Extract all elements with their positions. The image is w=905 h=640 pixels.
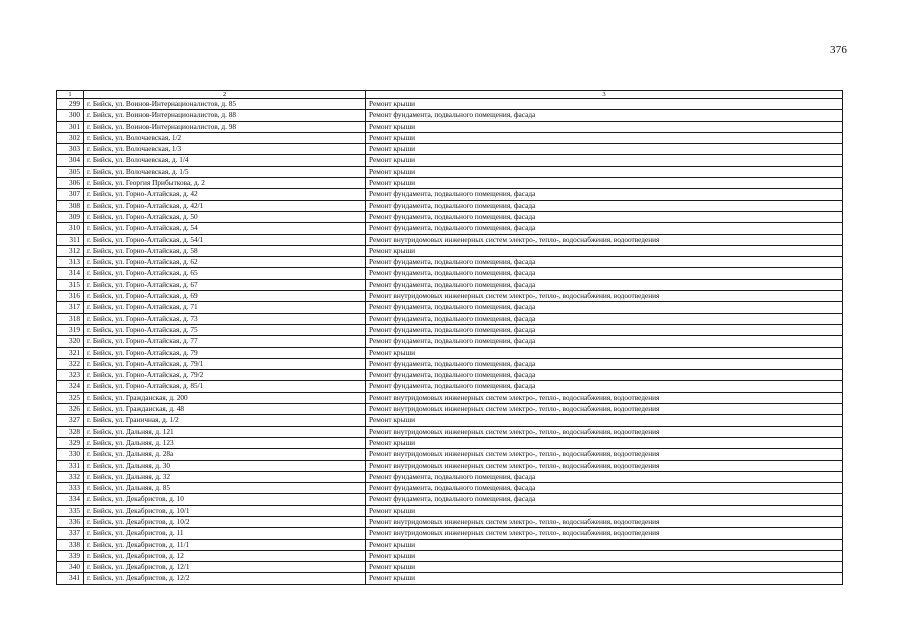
work-type-cell: Ремонт фундамента, подвального помещения, фасада	[366, 257, 843, 268]
table-row	[57, 189, 843, 200]
work-type-cell: Ремонт внутридомовых инженерных систем электро-, тепло-, водоснабжения, водоотведения	[366, 426, 843, 437]
address-cell: г. Бийск, ул. Горно-Алтайская, д. 73	[84, 313, 366, 324]
address-cell: г. Бийск, ул. Граничная, д. 1/2	[84, 415, 366, 426]
table-row	[57, 257, 843, 268]
row-number-cell: 341	[57, 573, 84, 584]
row-number-cell: 318	[57, 313, 84, 324]
work-type-cell: Ремонт крыши	[366, 550, 843, 561]
row-number-cell: 338	[57, 539, 84, 550]
row-number-cell: 317	[57, 302, 84, 313]
header-row	[57, 91, 843, 99]
work-type-cell: Ремонт крыши	[366, 121, 843, 132]
repair-program-table	[56, 90, 843, 585]
row-number-cell: 334	[57, 494, 84, 505]
address-cell: г. Бийск, ул. Горно-Алтайская, д. 79/1	[84, 358, 366, 369]
table-row	[57, 132, 843, 143]
work-type-cell: Ремонт фундамента, подвального помещения, фасада	[366, 223, 843, 234]
address-cell: г. Бийск, ул. Горно-Алтайская, д. 62	[84, 257, 366, 268]
row-number-cell: 310	[57, 223, 84, 234]
table-row	[57, 573, 843, 584]
address-cell: г. Бийск, ул. Дальняя, д. 28а	[84, 449, 366, 460]
table-row	[57, 392, 843, 403]
table-row	[57, 528, 843, 539]
table-row	[57, 144, 843, 155]
row-number-cell: 335	[57, 505, 84, 516]
address-cell: г. Бийск, ул. Дальняя, д. 121	[84, 426, 366, 437]
address-cell: г. Бийск, ул. Горно-Алтайская, д. 71	[84, 302, 366, 313]
row-number-cell: 331	[57, 460, 84, 471]
row-number-cell: 313	[57, 257, 84, 268]
row-number-cell: 327	[57, 415, 84, 426]
work-type-cell: Ремонт крыши	[366, 437, 843, 448]
work-type-cell: Ремонт фундамента, подвального помещения, фасада	[366, 381, 843, 392]
page-number: 376	[830, 44, 848, 56]
table-row	[57, 505, 843, 516]
column-header-number: 1	[57, 91, 84, 99]
table-row	[57, 358, 843, 369]
table-row	[57, 155, 843, 166]
address-cell: г. Бийск, ул. Волочаевская, 1/3	[84, 144, 366, 155]
address-cell: г. Бийск, ул. Горно-Алтайская, д. 69	[84, 291, 366, 302]
work-type-cell: Ремонт фундамента, подвального помещения, фасада	[366, 211, 843, 222]
table-row	[57, 302, 843, 313]
table-row	[57, 99, 843, 110]
table-row	[57, 550, 843, 561]
work-type-cell: Ремонт крыши	[366, 573, 843, 584]
work-type-cell: Ремонт фундамента, подвального помещения, фасада	[366, 279, 843, 290]
row-number-cell: 325	[57, 392, 84, 403]
row-number-cell: 303	[57, 144, 84, 155]
table-row	[57, 562, 843, 573]
column-header-work-type: 3	[366, 91, 843, 99]
address-cell: г. Бийск, ул. Горно-Алтайская, д. 42	[84, 189, 366, 200]
work-type-cell: Ремонт фундамента, подвального помещения, фасада	[366, 336, 843, 347]
table-row	[57, 313, 843, 324]
table-row	[57, 471, 843, 482]
table-row	[57, 200, 843, 211]
row-number-cell: 307	[57, 189, 84, 200]
address-cell: г. Бийск, ул. Декабристов, д. 12/2	[84, 573, 366, 584]
work-type-cell: Ремонт внутридомовых инженерных систем электро-, тепло-, водоснабжения, водоотведения	[366, 449, 843, 460]
row-number-cell: 323	[57, 370, 84, 381]
table-row	[57, 234, 843, 245]
table-row	[57, 370, 843, 381]
table-row	[57, 426, 843, 437]
work-type-cell: Ремонт внутридомовых инженерных систем электро-, тепло-, водоснабжения, водоотведения	[366, 404, 843, 415]
table-row	[57, 437, 843, 448]
work-type-cell: Ремонт крыши	[366, 178, 843, 189]
work-type-cell: Ремонт фундамента, подвального помещения, фасада	[366, 302, 843, 313]
work-type-cell: Ремонт фундамента, подвального помещения, фасада	[366, 313, 843, 324]
row-number-cell: 320	[57, 336, 84, 347]
row-number-cell: 314	[57, 268, 84, 279]
row-number-cell: 321	[57, 347, 84, 358]
row-number-cell: 322	[57, 358, 84, 369]
work-type-cell: Ремонт крыши	[366, 415, 843, 426]
address-cell: г. Бийск, ул. Декабристов, д. 12	[84, 550, 366, 561]
row-number-cell: 308	[57, 200, 84, 211]
row-number-cell: 316	[57, 291, 84, 302]
address-cell: г. Бийск, ул. Дальняя, д. 30	[84, 460, 366, 471]
table-row	[57, 110, 843, 121]
row-number-cell: 300	[57, 110, 84, 121]
row-number-cell: 324	[57, 381, 84, 392]
table-row	[57, 336, 843, 347]
table-row	[57, 324, 843, 335]
address-cell: г. Бийск, ул. Декабристов, д. 10	[84, 494, 366, 505]
row-number-cell: 330	[57, 449, 84, 460]
address-cell: г. Бийск, ул. Дальняя, д. 85	[84, 483, 366, 494]
work-type-cell: Ремонт крыши	[366, 99, 843, 110]
work-type-cell: Ремонт фундамента, подвального помещения, фасада	[366, 189, 843, 200]
row-number-cell: 328	[57, 426, 84, 437]
work-type-cell: Ремонт внутридомовых инженерных систем электро-, тепло-, водоснабжения, водоотведения	[366, 460, 843, 471]
table-header	[57, 91, 843, 99]
table-row	[57, 211, 843, 222]
work-type-cell: Ремонт внутридомовых инженерных систем электро-, тепло-, водоснабжения, водоотведения	[366, 291, 843, 302]
address-cell: г. Бийск, ул. Горно-Алтайская, д. 54/1	[84, 234, 366, 245]
work-type-cell: Ремонт фундамента, подвального помещения, фасада	[366, 110, 843, 121]
row-number-cell: 309	[57, 211, 84, 222]
address-cell: г. Бийск, ул. Воинов-Интернационалистов, д. 98	[84, 121, 366, 132]
work-type-cell: Ремонт внутридомовых инженерных систем электро-, тепло-, водоснабжения, водоотведения	[366, 528, 843, 539]
work-type-cell: Ремонт фундамента, подвального помещения, фасада	[366, 324, 843, 335]
address-cell: г. Бийск, ул. Горно-Алтайская, д. 79/2	[84, 370, 366, 381]
row-number-cell: 319	[57, 324, 84, 335]
work-type-cell: Ремонт крыши	[366, 539, 843, 550]
table-row	[57, 279, 843, 290]
address-cell: г. Бийск, ул. Дальняя, д. 32	[84, 471, 366, 482]
address-cell: г. Бийск, ул. Горно-Алтайская, д. 54	[84, 223, 366, 234]
work-type-cell: Ремонт фундамента, подвального помещения, фасада	[366, 200, 843, 211]
table-row	[57, 483, 843, 494]
row-number-cell: 312	[57, 245, 84, 256]
work-type-cell: Ремонт фундамента, подвального помещения, фасада	[366, 370, 843, 381]
address-cell: г. Бийск, ул. Волочаевская, 1/2	[84, 132, 366, 143]
address-cell: г. Бийск, ул. Горно-Алтайская, д. 42/1	[84, 200, 366, 211]
table-row	[57, 449, 843, 460]
work-type-cell: Ремонт крыши	[366, 166, 843, 177]
address-cell: г. Бийск, ул. Гражданская, д. 48	[84, 404, 366, 415]
work-type-cell: Ремонт фундамента, подвального помещения, фасада	[366, 358, 843, 369]
address-cell: г. Бийск, ул. Горно-Алтайская, д. 77	[84, 336, 366, 347]
table-row	[57, 223, 843, 234]
row-number-cell: 326	[57, 404, 84, 415]
table-row	[57, 539, 843, 550]
address-cell: г. Бийск, ул. Волочаевская, д. 1/4	[84, 155, 366, 166]
table-row	[57, 291, 843, 302]
work-type-cell: Ремонт крыши	[366, 132, 843, 143]
table-row	[57, 178, 843, 189]
table-row	[57, 415, 843, 426]
work-type-cell: Ремонт крыши	[366, 347, 843, 358]
table-row	[57, 381, 843, 392]
table-row	[57, 347, 843, 358]
address-cell: г. Бийск, ул. Горно-Алтайская, д. 75	[84, 324, 366, 335]
row-number-cell: 315	[57, 279, 84, 290]
address-cell: г. Бийск, ул. Декабристов, д. 12/1	[84, 562, 366, 573]
address-cell: г. Бийск, ул. Гражданская, д. 200	[84, 392, 366, 403]
address-cell: г. Бийск, ул. Декабристов, д. 10/1	[84, 505, 366, 516]
row-number-cell: 304	[57, 155, 84, 166]
work-type-cell: Ремонт крыши	[366, 144, 843, 155]
work-type-cell: Ремонт внутридомовых инженерных систем электро-, тепло-, водоснабжения, водоотведения	[366, 234, 843, 245]
work-type-cell: Ремонт крыши	[366, 245, 843, 256]
table-row	[57, 404, 843, 415]
table-row	[57, 166, 843, 177]
address-cell: г. Бийск, ул. Горно-Алтайская, д. 50	[84, 211, 366, 222]
work-type-cell: Ремонт внутридомовых инженерных систем электро-, тепло-, водоснабжения, водоотведения	[366, 516, 843, 527]
address-cell: г. Бийск, ул. Горно-Алтайская, д. 67	[84, 279, 366, 290]
work-type-cell: Ремонт фундамента, подвального помещения, фасада	[366, 494, 843, 505]
work-type-cell: Ремонт внутридомовых инженерных систем электро-, тепло-, водоснабжения, водоотведения	[366, 392, 843, 403]
work-type-cell: Ремонт крыши	[366, 562, 843, 573]
address-cell: г. Бийск, ул. Декабристов, д. 11	[84, 528, 366, 539]
work-type-cell: Ремонт фундамента, подвального помещения, фасада	[366, 471, 843, 482]
row-number-cell: 311	[57, 234, 84, 245]
table-row	[57, 460, 843, 471]
row-number-cell: 336	[57, 516, 84, 527]
table-row	[57, 268, 843, 279]
table-row	[57, 245, 843, 256]
work-type-cell: Ремонт крыши	[366, 505, 843, 516]
address-cell: г. Бийск, ул. Декабристов, д. 10/2	[84, 516, 366, 527]
address-cell: г. Бийск, ул. Горно-Алтайская, д. 85/1	[84, 381, 366, 392]
row-number-cell: 337	[57, 528, 84, 539]
work-type-cell: Ремонт фундамента, подвального помещения, фасада	[366, 268, 843, 279]
address-cell: г. Бийск, ул. Георгия Прибыткова, д. 2	[84, 178, 366, 189]
address-cell: г. Бийск, ул. Дальняя, д. 123	[84, 437, 366, 448]
address-cell: г. Бийск, ул. Воинов-Интернационалистов, д. 85	[84, 99, 366, 110]
address-cell: г. Бийск, ул. Горно-Алтайская, д. 65	[84, 268, 366, 279]
row-number-cell: 299	[57, 99, 84, 110]
table-row	[57, 494, 843, 505]
table-row	[57, 516, 843, 527]
table-row	[57, 121, 843, 132]
row-number-cell: 340	[57, 562, 84, 573]
row-number-cell: 329	[57, 437, 84, 448]
address-cell: г. Бийск, ул. Декабристов, д. 11/1	[84, 539, 366, 550]
address-cell: г. Бийск, ул. Волочаевская, д. 1/5	[84, 166, 366, 177]
address-cell: г. Бийск, ул. Горно-Алтайская, д. 58	[84, 245, 366, 256]
row-number-cell: 332	[57, 471, 84, 482]
row-number-cell: 339	[57, 550, 84, 561]
row-number-cell: 306	[57, 178, 84, 189]
row-number-cell: 333	[57, 483, 84, 494]
address-cell: г. Бийск, ул. Горно-Алтайская, д. 79	[84, 347, 366, 358]
address-cell: г. Бийск, ул. Воинов-Интернационалистов, д. 88	[84, 110, 366, 121]
work-type-cell: Ремонт крыши	[366, 155, 843, 166]
column-header-address: 2	[84, 91, 366, 99]
row-number-cell: 305	[57, 166, 84, 177]
row-number-cell: 301	[57, 121, 84, 132]
work-type-cell: Ремонт фундамента, подвального помещения, фасада	[366, 483, 843, 494]
table-body	[57, 99, 843, 585]
row-number-cell: 302	[57, 132, 84, 143]
